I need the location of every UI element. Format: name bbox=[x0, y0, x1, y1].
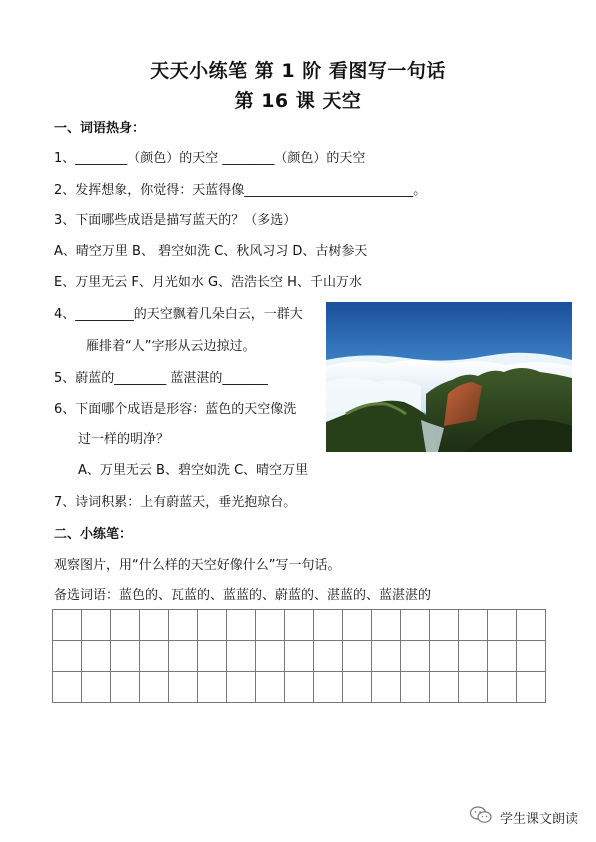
grid-cell[interactable] bbox=[372, 610, 401, 641]
question-3-options-row1: A、晴空万里 B、 碧空如洗 C、秋风习习 D、古树参天 bbox=[54, 244, 368, 259]
grid-cell[interactable] bbox=[140, 641, 169, 672]
grid-cell[interactable] bbox=[111, 641, 140, 672]
grid-cell[interactable] bbox=[82, 641, 111, 672]
grid-cell[interactable] bbox=[53, 672, 82, 703]
grid-cell[interactable] bbox=[488, 672, 517, 703]
question-6-options: A、万里无云 B、碧空如洗 C、晴空万里 bbox=[78, 463, 309, 478]
question-6-line1: 6、下面哪个成语是形容：蓝色的天空像洗 bbox=[54, 402, 297, 417]
grid-cell[interactable] bbox=[459, 641, 488, 672]
grid-cell[interactable] bbox=[314, 610, 343, 641]
grid-cell[interactable] bbox=[285, 672, 314, 703]
grid-cell[interactable] bbox=[53, 610, 82, 641]
grid-cell[interactable] bbox=[488, 610, 517, 641]
question-6-line2: 过一样的明净？ bbox=[78, 432, 170, 447]
grid-cell[interactable] bbox=[53, 641, 82, 672]
question-7: 7、诗词积累：上有蔚蓝天，垂光抱琼台。 bbox=[54, 495, 297, 510]
writing-instruction: 观察图片，用“什么样的天空好像什么”写一句话。 bbox=[54, 558, 341, 573]
grid-cell[interactable] bbox=[111, 672, 140, 703]
grid-cell[interactable] bbox=[488, 641, 517, 672]
grid-cell[interactable] bbox=[314, 641, 343, 672]
grid-cell[interactable] bbox=[401, 641, 430, 672]
grid-cell[interactable] bbox=[227, 672, 256, 703]
sky-landscape-image bbox=[326, 302, 572, 452]
grid-cell[interactable] bbox=[82, 610, 111, 641]
grid-cell[interactable] bbox=[169, 672, 198, 703]
grid-cell[interactable] bbox=[198, 672, 227, 703]
grid-cell[interactable] bbox=[140, 672, 169, 703]
grid-cell[interactable] bbox=[343, 672, 372, 703]
grid-cell[interactable] bbox=[459, 672, 488, 703]
question-3-options-row2: E、万里无云 F、月光如水 G、浩浩长空 H、千山万水 bbox=[54, 275, 362, 290]
grid-row bbox=[53, 641, 546, 672]
question-5: 5、蔚蓝的________ 蓝湛湛的_______ bbox=[54, 371, 268, 386]
grid-cell[interactable] bbox=[372, 672, 401, 703]
word-bank: 备选词语：蓝色的、瓦蓝的、蓝蓝的、蔚蓝的、湛蓝的、蓝湛湛的 bbox=[54, 588, 432, 603]
grid-cell[interactable] bbox=[372, 641, 401, 672]
grid-cell[interactable] bbox=[256, 672, 285, 703]
grid-cell[interactable] bbox=[227, 610, 256, 641]
grid-cell[interactable] bbox=[459, 610, 488, 641]
grid-cell[interactable] bbox=[169, 610, 198, 641]
grid-row bbox=[53, 610, 546, 641]
grid-row bbox=[53, 672, 546, 703]
writing-grid[interactable] bbox=[52, 609, 546, 703]
grid-cell[interactable] bbox=[256, 610, 285, 641]
grid-cell[interactable] bbox=[430, 641, 459, 672]
grid-cell[interactable] bbox=[140, 610, 169, 641]
question-3: 3、下面哪些成语是描写蓝天的？（多选） bbox=[54, 213, 297, 228]
section-writing-heading: 二、小练笔： bbox=[54, 527, 133, 542]
question-1: 1、________（颜色）的天空 ________（颜色）的天空 bbox=[54, 151, 366, 166]
grid-cell[interactable] bbox=[198, 610, 227, 641]
section-warmup-heading: 一、词语热身： bbox=[54, 121, 146, 136]
worksheet-title: 天天小练笔 第 1 阶 看图写一句话 bbox=[150, 60, 446, 82]
grid-cell[interactable] bbox=[256, 641, 285, 672]
question-4-line2: 雁排着“人”字形从云边掠过。 bbox=[86, 339, 256, 354]
question-2: 2、发挥想象，你觉得：天蓝得像__________________________。 bbox=[54, 183, 427, 198]
grid-cell[interactable] bbox=[517, 641, 546, 672]
grid-cell[interactable] bbox=[343, 610, 372, 641]
grid-cell[interactable] bbox=[517, 672, 546, 703]
grid-cell[interactable] bbox=[517, 610, 546, 641]
footer-watermark bbox=[470, 806, 578, 828]
question-4-line1: 4、_________的天空飘着几朵白云，一群大 bbox=[54, 307, 303, 322]
account-name: 学生课文朗读 bbox=[499, 811, 578, 827]
grid-cell[interactable] bbox=[82, 672, 111, 703]
grid-cell[interactable] bbox=[285, 641, 314, 672]
grid-cell[interactable] bbox=[430, 672, 459, 703]
grid-cell[interactable] bbox=[285, 610, 314, 641]
grid-cell[interactable] bbox=[401, 672, 430, 703]
grid-cell[interactable] bbox=[430, 610, 459, 641]
grid-cell[interactable] bbox=[343, 641, 372, 672]
grid-cell[interactable] bbox=[314, 672, 343, 703]
lesson-title: 第 16 课 天空 bbox=[234, 90, 362, 112]
grid-cell[interactable] bbox=[227, 641, 256, 672]
wechat-icon bbox=[470, 806, 492, 828]
grid-cell[interactable] bbox=[401, 610, 430, 641]
grid-cell[interactable] bbox=[111, 610, 140, 641]
grid-cell[interactable] bbox=[169, 641, 198, 672]
grid-cell[interactable] bbox=[198, 641, 227, 672]
